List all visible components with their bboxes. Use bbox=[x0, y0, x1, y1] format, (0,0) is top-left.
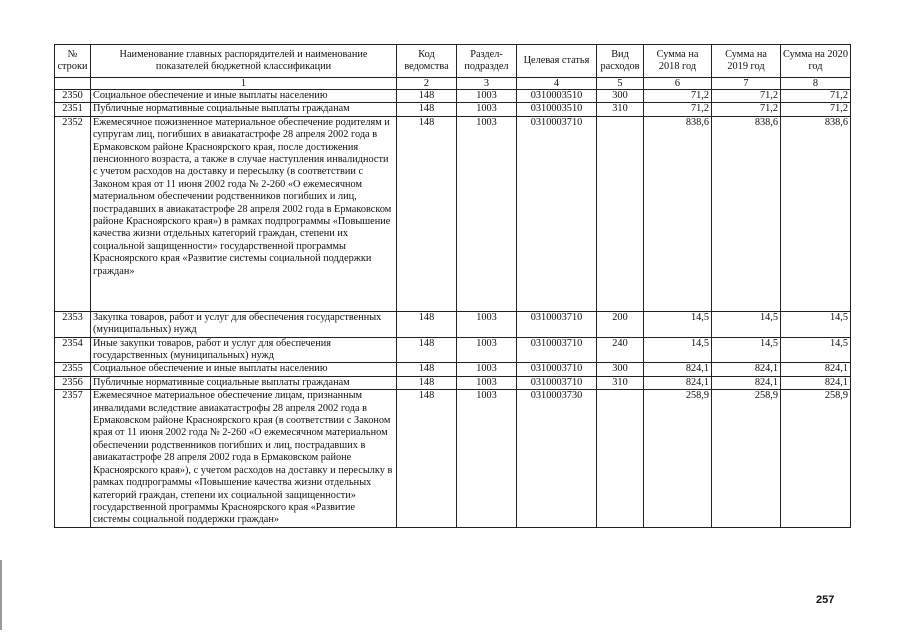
row-vid: 310 bbox=[597, 103, 644, 116]
row-name: Публичные нормативные социальные выплаты гражданам bbox=[91, 376, 397, 389]
row-vid: 200 bbox=[597, 311, 644, 337]
column-number: 3 bbox=[457, 78, 517, 90]
row-statya: 0310003730 bbox=[517, 390, 597, 527]
row-sum-2019: 14,5 bbox=[712, 337, 781, 363]
row-vid: 300 bbox=[597, 363, 644, 376]
scan-edge-shadow bbox=[0, 560, 2, 630]
header-razdel: Раздел-подраздел bbox=[457, 45, 517, 78]
header-sum-2018: Сумма на 2018 год bbox=[644, 45, 712, 78]
row-name: Социальное обеспечение и иные выплаты населению bbox=[91, 90, 397, 103]
column-number: 2 bbox=[397, 78, 457, 90]
row-sum-2018: 71,2 bbox=[644, 103, 712, 116]
row-sum-2019: 71,2 bbox=[712, 103, 781, 116]
row-vid: 240 bbox=[597, 337, 644, 363]
row-sum-2018: 14,5 bbox=[644, 311, 712, 337]
row-statya: 0310003710 bbox=[517, 337, 597, 363]
row-razdel: 1003 bbox=[457, 311, 517, 337]
row-vid: 310 bbox=[597, 376, 644, 389]
row-vid bbox=[597, 116, 644, 311]
row-statya: 0310003710 bbox=[517, 116, 597, 311]
header-name: Наименование главных распорядителей и наименование показателей бюджетной классификации bbox=[91, 45, 397, 78]
header-sum-2019: Сумма на 2019 год bbox=[712, 45, 781, 78]
row-vedomstvo: 148 bbox=[397, 390, 457, 527]
row-name: Ежемесячное пожизненное материальное обеспечение родителям и супругам лиц, погибших в авиакатастрофе 28 апреля 2002 года в Ермаковском районе Красноярского края, после достижения пенсионного возраста, а также в случае наступления инвалидности с учетом расходов на доставку и пересылку (в соответствии с Законом края от 11 июня 2002 года № 2-260 «О ежемесячном материальном обеспечении родственников погибших и лиц, пострадавших в авиакатастрофе 28 апреля 2002 года в Ермаковском районе Красноярского края») в рамках подпрограммы «Повышение качества жизни отдельных категорий граждан, степени их социальной защищенности» государственной программы Красноярского края «Развитие системы социальной поддержки граждан» bbox=[91, 116, 397, 311]
table-row bbox=[55, 116, 851, 311]
row-sum-2020: 71,2 bbox=[781, 90, 851, 103]
column-number: 7 bbox=[712, 78, 781, 90]
row-razdel: 1003 bbox=[457, 363, 517, 376]
table-row bbox=[55, 103, 851, 116]
page-number: 257 bbox=[816, 594, 835, 606]
row-sum-2018: 838,6 bbox=[644, 116, 712, 311]
row-vedomstvo: 148 bbox=[397, 90, 457, 103]
row-name: Ежемесячное материальное обеспечение лицам, признанным инвалидами вследствие авиакатастрофы 28 апреля 2002 года в Ермаковском районе Красноярского края (в соответствии с Законом края от 11 июня 2002 года № 2-260 «О ежемесячном материальном обеспечении родственников погибших и лиц, пострадавших в авиакатастрофе 28 апреля 2002 года в Ермаковском районе Красноярского края»), с учетом расходов на доставку и пересылку в рамках подпрограммы «Повышение качества жизни отдельных категорий граждан, степени их социальной защищенности» государственной программы Красноярского края «Развитие системы социальной поддержки граждан» bbox=[91, 390, 397, 527]
row-name: Закупка товаров, работ и услуг для обеспечения государственных (муниципальных) нужд bbox=[91, 311, 397, 337]
row-statya: 0310003710 bbox=[517, 363, 597, 376]
row-razdel: 1003 bbox=[457, 90, 517, 103]
row-vedomstvo: 148 bbox=[397, 103, 457, 116]
row-vedomstvo: 148 bbox=[397, 363, 457, 376]
row-razdel: 1003 bbox=[457, 390, 517, 527]
header-statya: Целевая статья bbox=[517, 45, 597, 78]
row-sum-2020: 14,5 bbox=[781, 311, 851, 337]
column-number: 1 bbox=[91, 78, 397, 90]
row-name: Публичные нормативные социальные выплаты гражданам bbox=[91, 103, 397, 116]
row-sum-2019: 824,1 bbox=[712, 376, 781, 389]
row-sum-2018: 14,5 bbox=[644, 337, 712, 363]
row-statya: 0310003510 bbox=[517, 103, 597, 116]
row-number: 2350 bbox=[55, 90, 91, 103]
column-number: 8 bbox=[781, 78, 851, 90]
row-number: 2354 bbox=[55, 337, 91, 363]
row-number: 2356 bbox=[55, 376, 91, 389]
row-sum-2019: 258,9 bbox=[712, 390, 781, 527]
row-razdel: 1003 bbox=[457, 376, 517, 389]
column-number: 6 bbox=[644, 78, 712, 90]
header-row bbox=[55, 45, 851, 78]
table-row bbox=[55, 390, 851, 527]
budget-table bbox=[54, 44, 851, 528]
row-sum-2018: 824,1 bbox=[644, 376, 712, 389]
header-vedomstvo: Код ведомства bbox=[397, 45, 457, 78]
row-vid bbox=[597, 390, 644, 527]
row-sum-2019: 14,5 bbox=[712, 311, 781, 337]
row-number: 2355 bbox=[55, 363, 91, 376]
header-vid: Вид расходов bbox=[597, 45, 644, 78]
row-sum-2020: 824,1 bbox=[781, 363, 851, 376]
table-row bbox=[55, 311, 851, 337]
header-sum-2020: Сумма на 2020 год bbox=[781, 45, 851, 78]
row-vedomstvo: 148 bbox=[397, 116, 457, 311]
table-row bbox=[55, 337, 851, 363]
row-vedomstvo: 148 bbox=[397, 337, 457, 363]
row-sum-2020: 824,1 bbox=[781, 376, 851, 389]
row-statya: 0310003710 bbox=[517, 311, 597, 337]
row-number: 2351 bbox=[55, 103, 91, 116]
column-number: 4 bbox=[517, 78, 597, 90]
column-number bbox=[55, 78, 91, 90]
row-sum-2019: 838,6 bbox=[712, 116, 781, 311]
row-razdel: 1003 bbox=[457, 116, 517, 311]
row-number: 2353 bbox=[55, 311, 91, 337]
row-number: 2352 bbox=[55, 116, 91, 311]
row-statya: 0310003710 bbox=[517, 376, 597, 389]
row-sum-2020: 258,9 bbox=[781, 390, 851, 527]
row-sum-2020: 838,6 bbox=[781, 116, 851, 311]
row-vedomstvo: 148 bbox=[397, 311, 457, 337]
row-vedomstvo: 148 bbox=[397, 376, 457, 389]
row-sum-2018: 71,2 bbox=[644, 90, 712, 103]
table-row bbox=[55, 90, 851, 103]
row-sum-2018: 824,1 bbox=[644, 363, 712, 376]
header-row-number: № строки bbox=[55, 45, 91, 78]
row-sum-2018: 258,9 bbox=[644, 390, 712, 527]
row-sum-2020: 14,5 bbox=[781, 337, 851, 363]
table-row bbox=[55, 363, 851, 376]
column-number-row bbox=[55, 78, 851, 90]
row-statya: 0310003510 bbox=[517, 90, 597, 103]
row-vid: 300 bbox=[597, 90, 644, 103]
row-sum-2019: 71,2 bbox=[712, 90, 781, 103]
row-number: 2357 bbox=[55, 390, 91, 527]
table-row bbox=[55, 376, 851, 389]
row-razdel: 1003 bbox=[457, 103, 517, 116]
row-sum-2019: 824,1 bbox=[712, 363, 781, 376]
row-razdel: 1003 bbox=[457, 337, 517, 363]
row-name: Иные закупки товаров, работ и услуг для обеспечения государственных (муниципальных) нужд bbox=[91, 337, 397, 363]
row-name: Социальное обеспечение и иные выплаты населению bbox=[91, 363, 397, 376]
row-sum-2020: 71,2 bbox=[781, 103, 851, 116]
column-number: 5 bbox=[597, 78, 644, 90]
